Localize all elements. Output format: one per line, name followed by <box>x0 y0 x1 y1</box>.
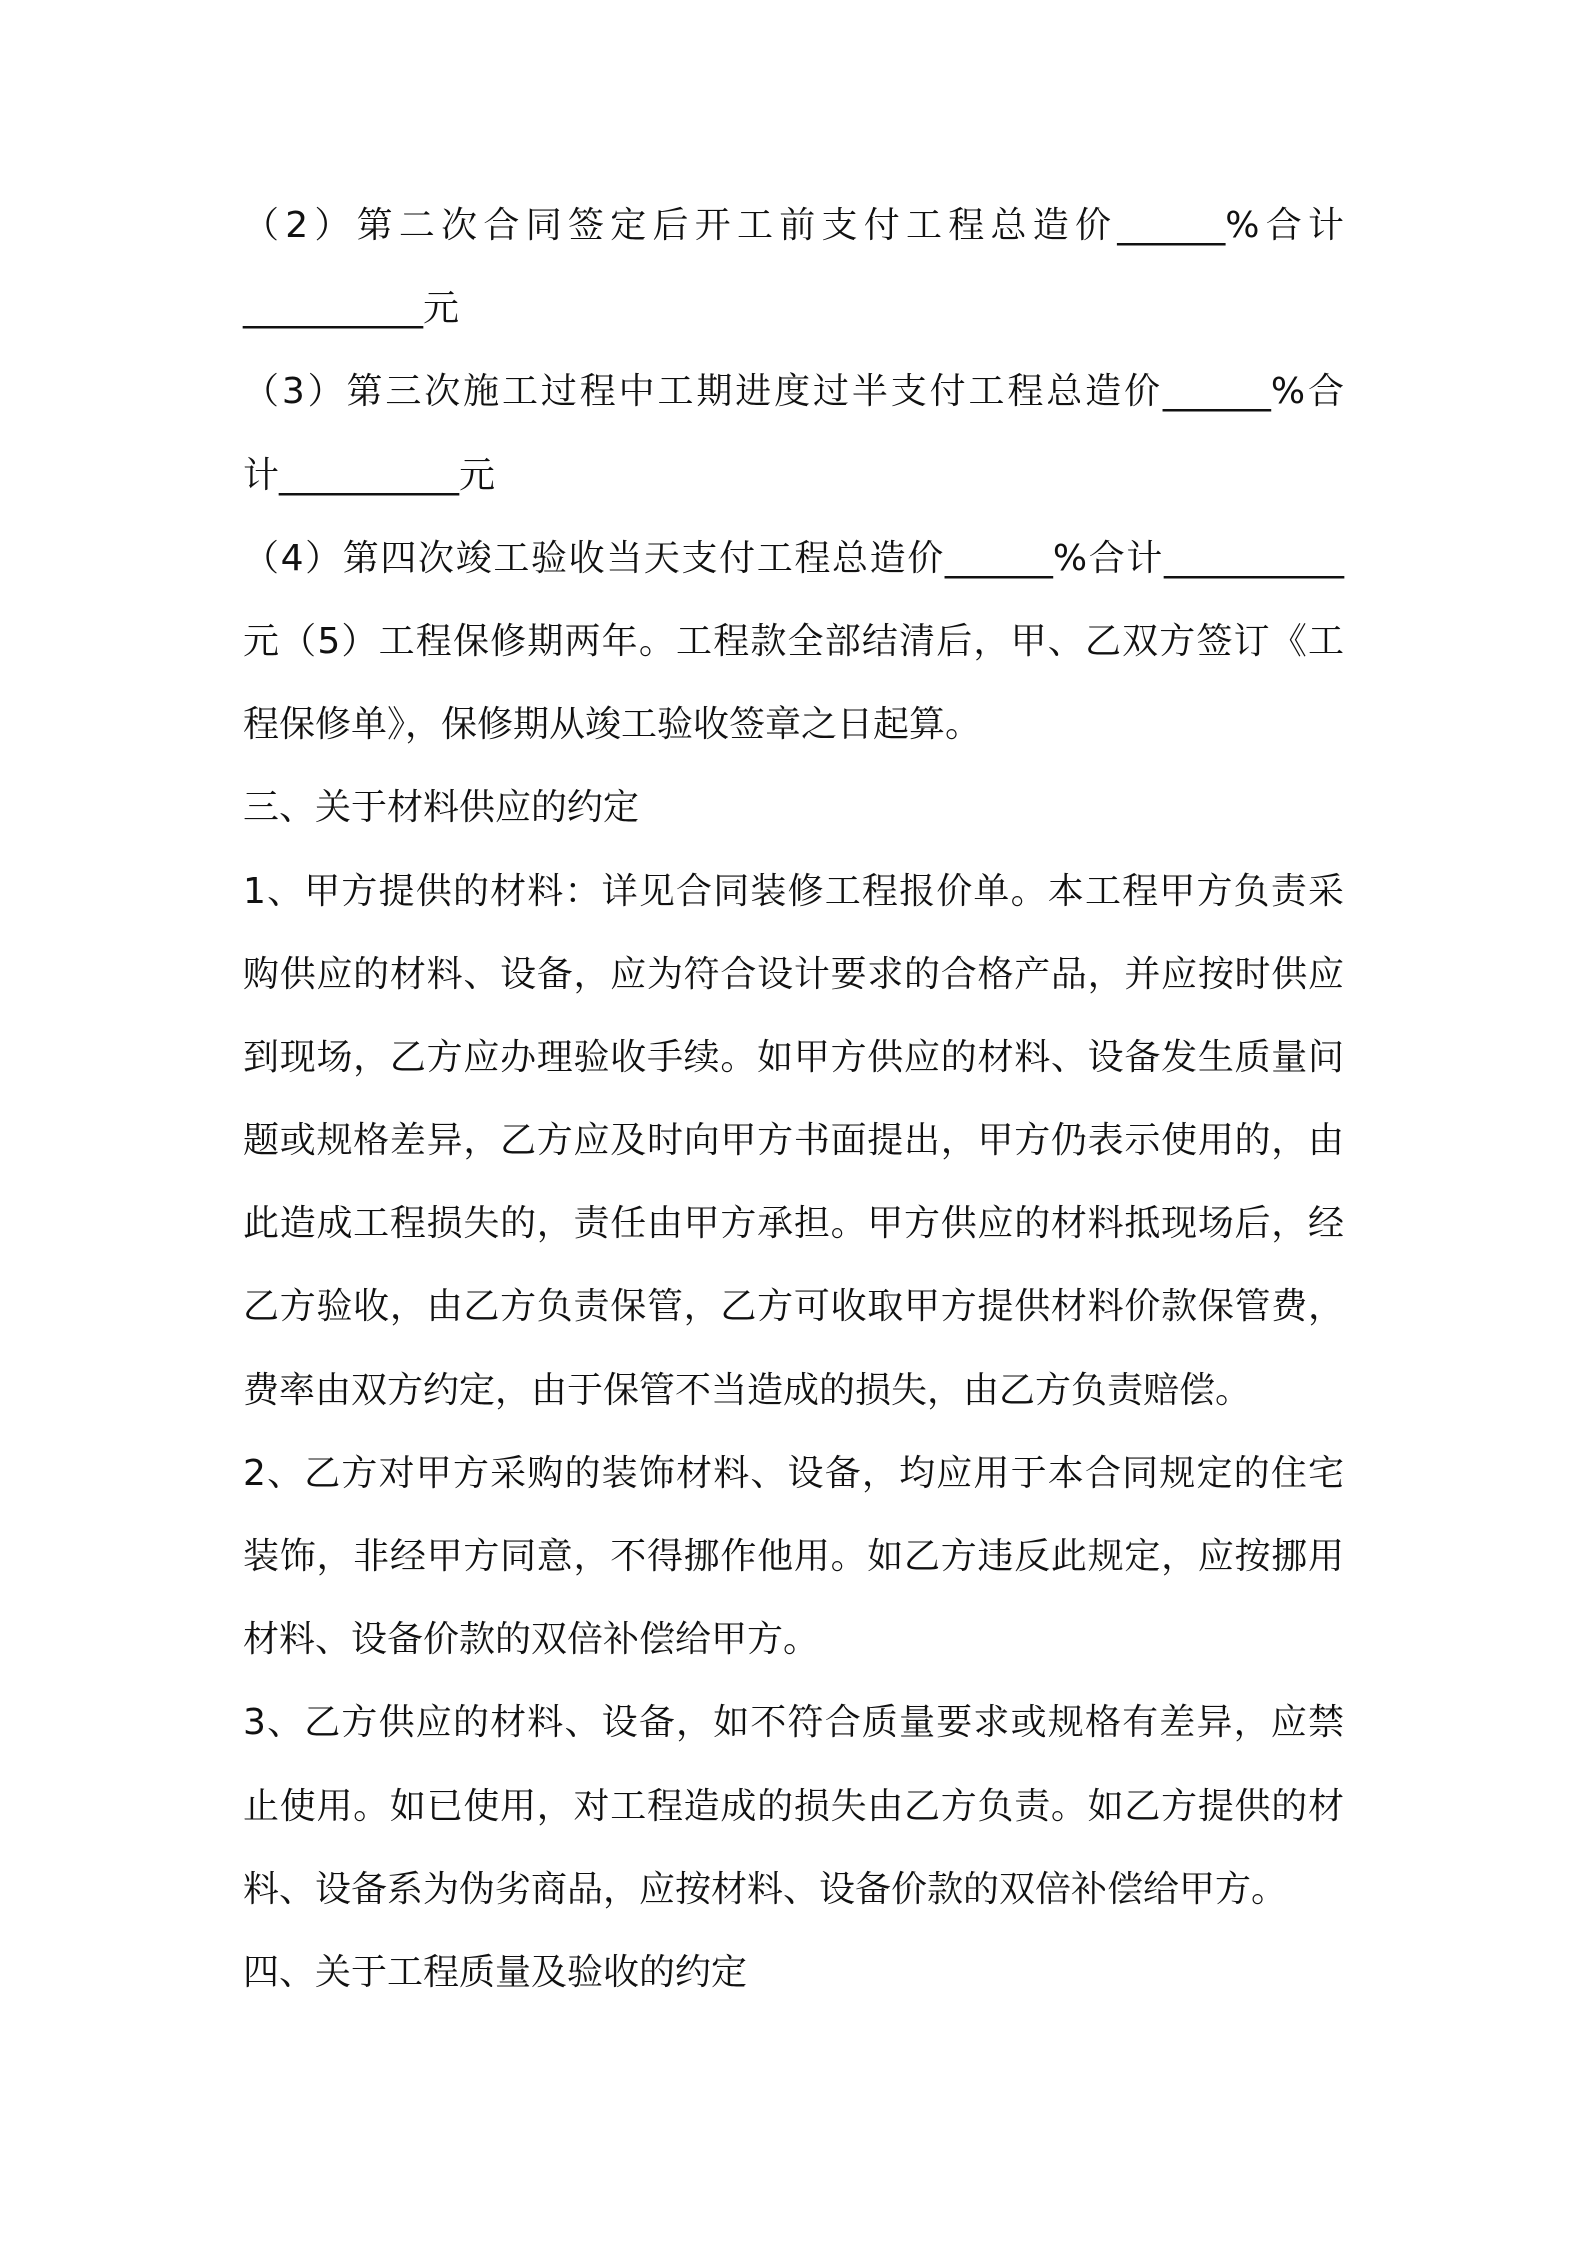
clause-line: 2、乙方对甲方采购的装饰材料、设备，均应用于本合同规定的住宅 <box>243 1452 1344 1494</box>
clause-line: 1、甲方提供的材料：详见合同装修工程报价单。本工程甲方负责采 <box>243 870 1344 912</box>
clause-line: 此造成工程损失的，责任由甲方承担。甲方供应的材料抵现场后，经 <box>243 1203 1344 1245</box>
warranty-clause-line: 元（5）工程保修期两年。工程款全部结清后，甲、乙双方签订《工 <box>243 620 1344 662</box>
clause-line: 费率由双方约定，由于保管不当造成的损失，由乙方负责赔偿。 <box>243 1369 1252 1411</box>
section-heading: 三、关于材料供应的约定 <box>243 787 640 829</box>
clause-line: 止使用。如已使用，对工程造成的损失由乙方负责。如乙方提供的材 <box>243 1785 1344 1827</box>
payment-clause-line: 计__________元 <box>243 454 496 496</box>
clause-line: 料、设备系为伪劣商品，应按材料、设备价款的双倍补偿给甲方。 <box>243 1868 1288 1910</box>
document-body <box>243 184 1344 2014</box>
payment-clause-line: （2）第二次合同签定后开工前支付工程总造价______%合计 <box>243 205 1344 246</box>
payment-clause-line: （4）第四次竣工验收当天支付工程总造价______%合计__________ <box>243 537 1344 579</box>
payment-clause-line: （3）第三次施工过程中工期进度过半支付工程总造价______%合 <box>243 371 1344 413</box>
clause-line: 到现场，乙方应办理验收手续。如甲方供应的材料、设备发生质量问 <box>243 1036 1344 1078</box>
warranty-clause-line: 程保修单》，保修期从竣工验收签章之日起算。 <box>243 704 982 746</box>
clause-line: 3、乙方供应的材料、设备，如不符合质量要求或规格有差异，应禁 <box>243 1702 1344 1744</box>
payment-clause-line: __________元 <box>243 288 460 330</box>
clause-line: 装饰，非经甲方同意，不得挪作他用。如乙方违反此规定，应按挪用 <box>243 1536 1344 1577</box>
clause-line: 题或规格差异，乙方应及时向甲方书面提出，甲方仍表示使用的，由 <box>243 1120 1344 1162</box>
clause-line: 购供应的材料、设备，应为符合设计要求的合格产品，并应按时供应 <box>243 953 1344 995</box>
section-heading: 四、关于工程质量及验收的约定 <box>243 1951 748 1993</box>
clause-line: 乙方验收，由乙方负责保管，乙方可收取甲方提供材料价款保管费， <box>243 1286 1344 1328</box>
clause-line: 材料、设备价款的双倍补偿给甲方。 <box>243 1619 820 1661</box>
